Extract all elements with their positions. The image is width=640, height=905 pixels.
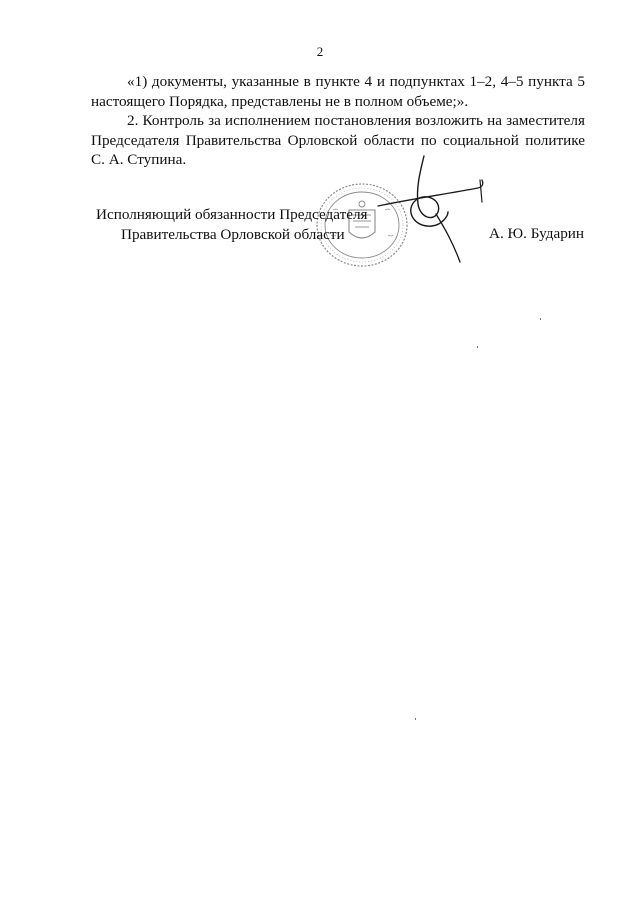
paragraph-control: 2. Контроль за исполнением постановления возложить на заместителя Председателя Правительства Орловской области по социальной политике С. А. Ступина.	[91, 112, 585, 168]
scan-speck	[540, 318, 541, 320]
signatory-position-line1: Исполняющий обязанности Председателя	[96, 206, 368, 223]
signatory-position	[96, 205, 368, 244]
paragraph-amendment: «1) документы, указанные в пункте 4 и подпунктах 1–2, 4–5 пункта 5 настоящего Порядка, представлены не в полном объеме;».	[91, 73, 585, 110]
scan-speck	[415, 718, 416, 720]
page-number: 2	[316, 44, 324, 59]
signatory-position-line2: Правительства Орловской области	[121, 225, 345, 243]
handwritten-signature	[376, 152, 496, 270]
signatory-name: А. Ю. Бударин	[489, 225, 585, 242]
document-body	[91, 72, 585, 170]
scan-speck	[477, 346, 478, 348]
